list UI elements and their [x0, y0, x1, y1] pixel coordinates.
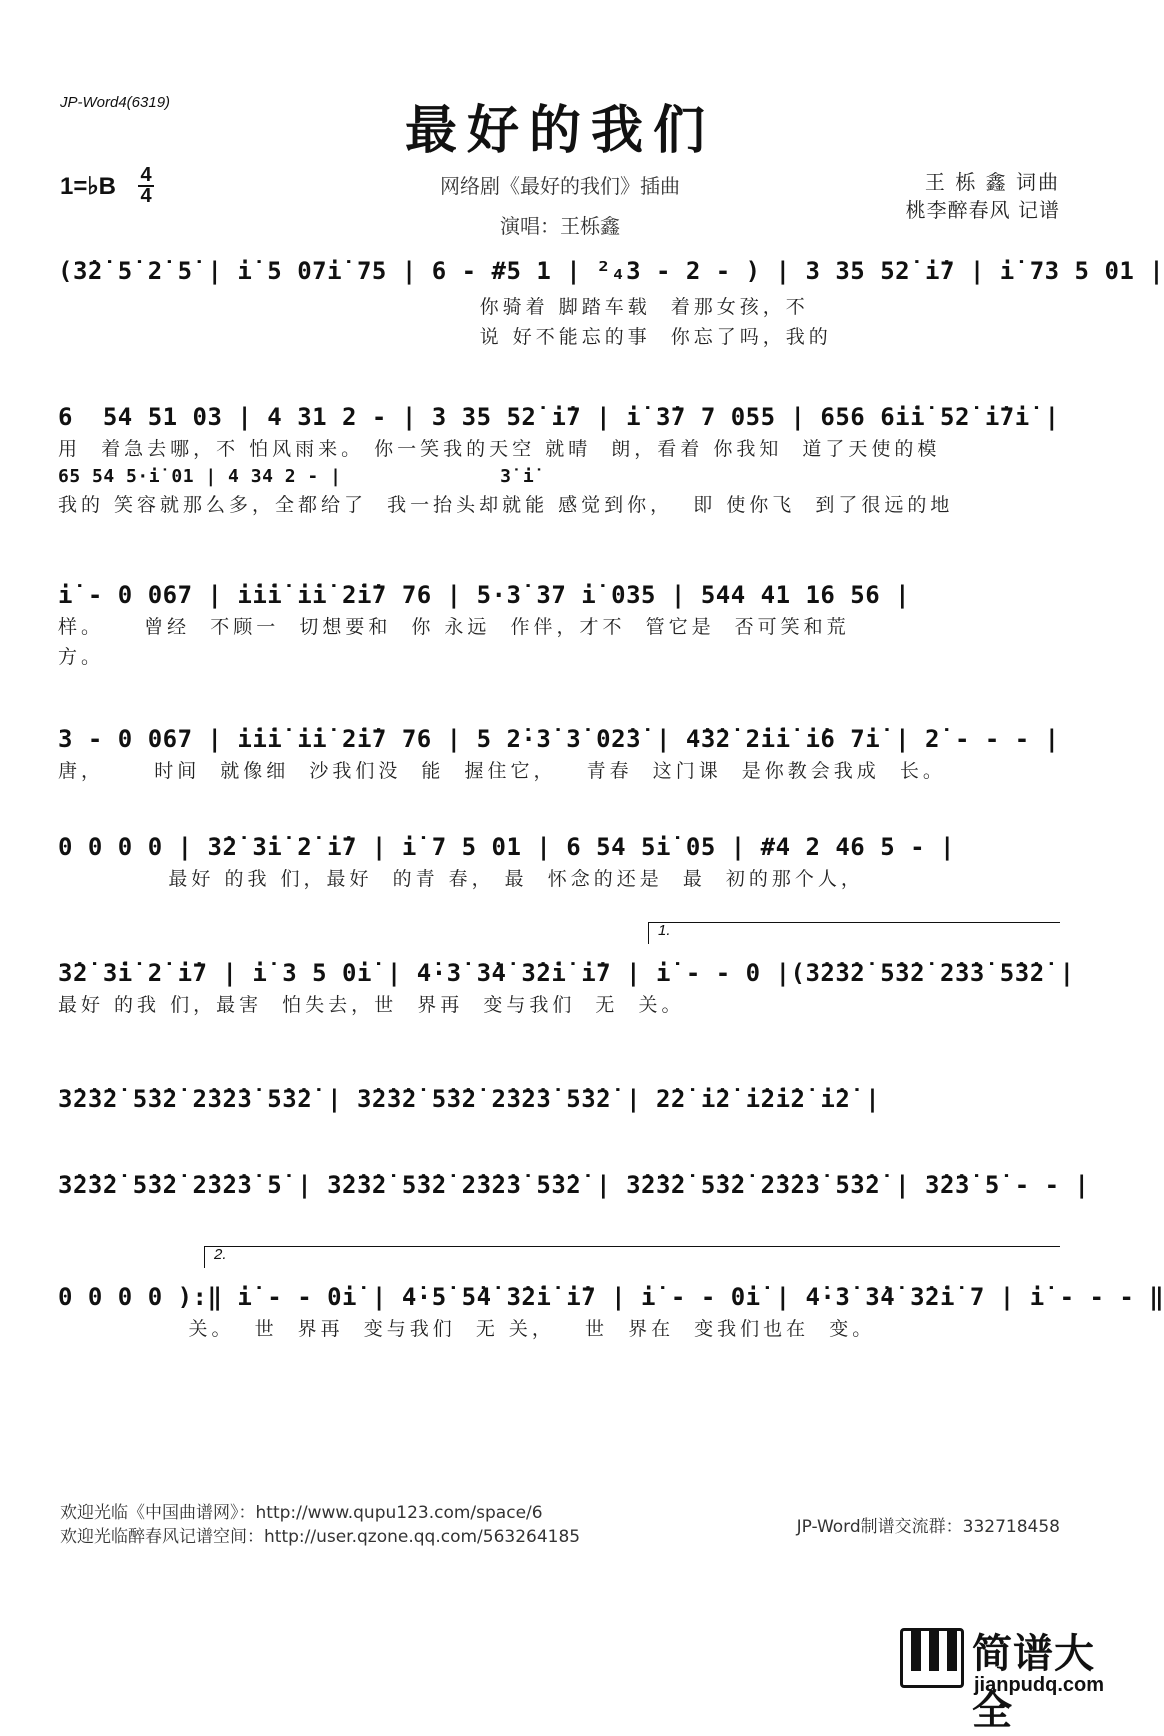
- site-logo: [900, 1622, 1110, 1734]
- key-signature: 1=♭B: [60, 173, 117, 200]
- logo-url: jianpudq.com: [974, 1674, 1104, 1696]
- piano-icon: [900, 1628, 964, 1688]
- volta-bracket-2: [204, 1246, 1060, 1268]
- logo-name: 简谱大全: [972, 1631, 1095, 1734]
- lyric-line-verse-2: 说 好不能忘的事 你忘了吗，我的: [58, 326, 832, 348]
- software-tag: JP-Word4(6319): [60, 94, 171, 111]
- lyric-line-verse-1: 用 着急去哪，不 怕风雨来。 你一笑我的天空 就晴 朗，看着 你我知 道了天使的模: [58, 438, 941, 460]
- singer: 演唱：王栎鑫: [500, 214, 620, 238]
- time-signature-bottom: 4: [140, 185, 152, 207]
- score-system-8: [58, 1168, 1090, 1202]
- footer-space-link: 欢迎光临醉春风记谱空间：http://user.qzone.qq.com/563264185: [60, 1527, 581, 1547]
- volta-label-1: 1.: [658, 922, 671, 939]
- song-title: 最好的我们: [404, 100, 715, 161]
- notation-line-verse-2: 65 54 5·i̇ 01 | 4 34 2 - | 3̇ i̇: [58, 466, 535, 487]
- lyric-line: 最好 的我 们，最好 的青 春， 最 怀念的还是 最 初的那个人，: [58, 868, 864, 890]
- volta-label-2: 2.: [214, 1246, 227, 1263]
- score-system-6: [58, 922, 1075, 1020]
- notation-line: 3̇2̇3̇2̇ 5̇3̇2̇ 2̇3̇2̇3̇ 5̇ | 3̇2̇3̇2̇ 5̇3̇2̇ 2̇3̇2̇3̇ 5̇3̇2̇ | 3̇2̇3̇2̇ 5̇3̇2̇ 2̇3̇2̇3̇ 5̇3̇2̇ | 3̇2̇3̇ 5̇ - - |: [58, 1171, 1090, 1199]
- lyric-line-verse-2: 方。: [58, 646, 105, 668]
- lyric-line-verse-1: 样。 曾经 不顾一 切想要和 你 永远 作伴，才不 管它是 否可笑和荒: [58, 616, 850, 638]
- lyric-line-verse-2: 我的 笑容就那么多，全都给了 我一抬头却就能 感觉到你， 即 使你飞 到了很远的地: [58, 494, 954, 516]
- score-system-5: [58, 830, 1060, 894]
- notation-line: 3̇2̇ 3̇i̇ 2̇ i̇7 | i̇ 3 5 0i̇ | 4̇·3̇ 3̇4̇ 3̇2̇i̇ i̇7 | i̇ - - 0 |(3̇2̇3̇2̇ 5̇3̇2̇ 2̇3̇3̇ 5̇3̇2̇ |: [58, 959, 1075, 987]
- lyric-line: 最好 的我 们，最害 怕失去，世 界再 变与我们 无 关。: [58, 994, 685, 1016]
- notation-line: 3̇2̇3̇2̇ 5̇3̇2̇ 2̇3̇2̇3̇ 5̇3̇2̇ | 3̇2̇3̇2̇ 5̇3̇2̇ 2̇3̇2̇3̇ 5̇3̇2̇ | 2̇2̇ i̇2̇ i̇2̇i̇2̇ i̇2̇ |: [58, 1085, 881, 1113]
- volta-bracket-1: [648, 922, 1060, 944]
- lyric-line-verse-1: 你骑着 脚踏车载 着那女孩，不: [58, 296, 809, 318]
- time-signature-top: 4: [140, 164, 152, 186]
- score-system-3: [58, 578, 1060, 672]
- lyricist-composer: 王 栎 鑫 词曲: [924, 170, 1060, 194]
- notation-line: 6 54 51 03 | 4 31 2 - | 3 35 52̇ i̇7 | i̇ 3̇7 7 055 | 656 6i̇i̇ 52̇ i̇7i̇ |: [58, 403, 1060, 431]
- notation-line: 0 0 0 0 | 3̇2̇ 3̇i̇ 2̇ i̇7 | i̇ 7 5 01 | 6 54 5i̇ 05 | #4 2 46 5 - |: [58, 833, 955, 861]
- subtitle: 网络剧《最好的我们》插曲: [440, 174, 680, 198]
- footer-group: JP-Word制谱交流群：332718458: [796, 1517, 1060, 1537]
- score-system-4: [58, 722, 1060, 786]
- score-system-9: [58, 1246, 1164, 1344]
- lyric-line: 唐， 时间 就像细 沙我们没 能 握住它， 青春 这门课 是你教会我成 长。: [58, 760, 946, 782]
- score-system-2: [58, 400, 1060, 520]
- score-system-7: [58, 1082, 1060, 1116]
- notation-line: 0 0 0 0 ):‖ i̇ - - 0i̇ | 4̇·5̇ 5̇4̇ 3̇2̇i̇ i̇7 | i̇ - - 0i̇ | 4̇·3̇ 3̇4̇ 3̇2̇i̇ 7 | i̇ - - - ‖: [58, 1283, 1164, 1311]
- transcriber: 桃李醉春风 记谱: [905, 198, 1060, 222]
- notation-line: i̇ - 0 067 | i̇i̇i̇ i̇i̇ 2̇i̇7 76 | 5·3̇ 37 i̇ 035 | 544 41 16 56 |: [58, 581, 911, 609]
- notation-line: (3̇2̇ 5̇ 2̇ 5̇ | i̇ 5 07i̇ 75 | 6 - #5 1 | ²₄3 - 2 - ) | 3 35 52̇ i̇7 | i̇ 73 5 01 |: [58, 257, 1164, 285]
- lyric-line: 关。 世 界再 变与我们 无 关， 世 界在 变我们也在 变。: [58, 1318, 876, 1340]
- footer-website-link: 欢迎光临《中国曲谱网》：http://www.qupu123.com/space/6: [60, 1503, 543, 1523]
- notation-line: 3 - 0 067 | i̇i̇i̇ i̇i̇ 2̇i̇7 76 | 5 2̇·3̇ 3̇ 02̇3̇ | 4̇3̇2̇ 2̇i̇i̇ i̇6 7i̇ | 2̇ - - - |: [58, 725, 1060, 753]
- score-system-1: [58, 254, 1164, 352]
